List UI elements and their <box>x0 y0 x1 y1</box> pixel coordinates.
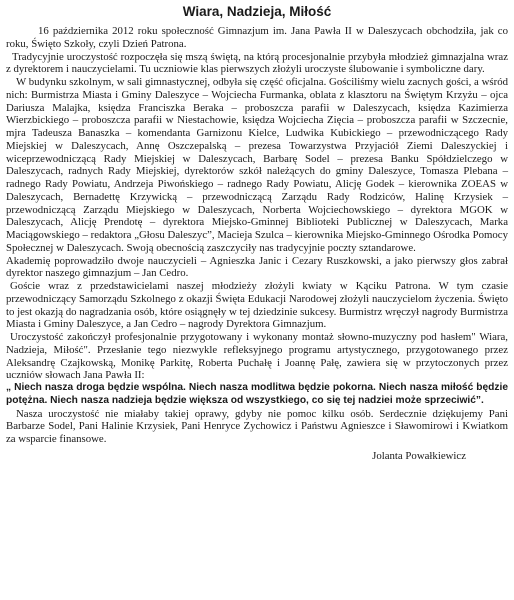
article-title: Wiara, Nadzieja, Miłość <box>182 4 332 19</box>
article-paragraph-thanks: Nasza uroczystość nie miałaby takiej oprawy, gdyby nie pomoc kilku osób. Serdecznie dziękujemy Pani Barbarze Sodel, Pani Halinie Krzysiek, Pani Henryce Zychowicz i Państwu Agnieszce i Sławomirowi i Kwiatkom za wsparcie finansowe. <box>6 407 508 445</box>
article-paragraph-hosts: Akademię poprowadziło dwoje nauczycieli – Agnieszka Janic i Cezary Ruszkowski, a jako pierwszy głos zabrał dyrektor naszego gimnazjum – Jan Cedro. <box>6 254 508 280</box>
pope-quote: „ Niech nasza droga będzie wspólna. Niech nasza modlitwa będzie pokorna. Niech nasza miłość będzie potężna. Niech nasza nadzieja będzie większa od wszystkiego, co się tej nadziei może sprzeciwić”. <box>6 382 508 406</box>
article-paragraph-guests: W budynku szkolnym, w sali gimnastycznej, odbyła się część oficjalna. Gościliśmy wielu zacnych gości, a wśród nich: Burmistrza Miasta i Gminy Daleszyce – Wojciecha Furmanka, oblata z klasztoru na Świętym Krzyżu – ojca Dariusza Malajka, księdza Franciszka Beraka – proboszcza parafii w Daleszycach, księdza Kazimierza Wierzbickiego – proboszcza parafii w Niestachowie, księdza Wojciecha Zięcia – proboszcza parafii w Szczecnie, mjra Tadeusza Banaszka – komendanta Garnizonu Kielce, Ludwika Kubickiego – przewodniczącego Rady Miejskiej w Daleszycach, Annę Oszczepalską – prezesa Towarzystwa Przyjaciół Ziemi Daleszyckiej i wiceprzewodniczącą Rady Miejskiej w Daleszycach, Barbarę Sodel – prezesa Banku Spółdzielczego w Daleszycach, radnych Rady Miejskiej, dyrektorów szkół należących do gminy Daleszyce, Tomasza Plebana – radnego Rady Powiatu, Andrzeja Piwońskiego – radnego Rady Powiatu, Alicję Godek – kierownika ZOEAS w Daleszycach, Bernadettę Krzywicką – przewodniczącą Zarządu Rady Rodziców, Halinę Krzysiek – przewodniczącą Zarządu Miejskiego w Daleszycach, Norberta Wojciechowskiego – dyrektora MGOK w Daleszycach, Alicję Prendotę – dyrektora Miejsko-Gminnej Biblioteki Publicznej w Daleszycach, Marka Maciągowskiego – redaktora „Głosu Daleszyc”, Macieja Szulca – kierownika Miejsko-Gminnego Ośrodka Pomocy Społecznej w Daleszycach. Swoją obecnością zaszczyciły nas tradycyjnie poczty sztandarowe. <box>6 76 508 254</box>
article-paragraph-mass: Tradycyjnie uroczystość rozpoczęła się mszą świętą, na którą procesjonalnie przybyła młodzież gimnazjalna wraz z dyrektorem i nauczycielami. Tu uczniowie klas pierwszych złożyli uroczyste ślubowanie i symboliczne dary. <box>6 50 508 76</box>
article-paragraph-intro: 16 października 2012 roku społeczność Gimnazjum im. Jana Pawła II w Daleszycach obchodziła, jak co roku, Święto Szkoły, czyli Dzień Patrona. <box>6 25 508 50</box>
article-paragraph-program: Uroczystość zakończył profesjonalnie przygotowany i wykonany montaż słowno-muzyczny pod hasłem" Wiara, Nadzieja, Miłość". Przesłanie tego niezwykle refleksyjnego programu artystycznego, przygotowanego przez Aleksandrę Czajkowską, Monikę Parkitę, Roberta Puchałę i Joannę Pałę, zawiera się w przytoczonych przez uczniów słowach Jana Pawła II: <box>6 331 508 382</box>
article-paragraph-awards: Goście wraz z przedstawicielami naszej młodzieży złożyli kwiaty w Kąciku Patrona. W tym czasie przewodniczący Samorządu Szkolnego z okazji Święta Edukacji Narodowej złożyli nauczycielom życzenia. Święto to jest okazją do nagradzania osób, które osiągnęły w tej dziedzinie sukcesy. Burmistrz wręczył nagrody Burmistrza Miasta i Gminy Daleszyce, a Jan Cedro – nagrody Dyrektora Gimnazjum. <box>6 280 508 331</box>
article-author: Jolanta Powałkiewicz <box>372 449 466 462</box>
